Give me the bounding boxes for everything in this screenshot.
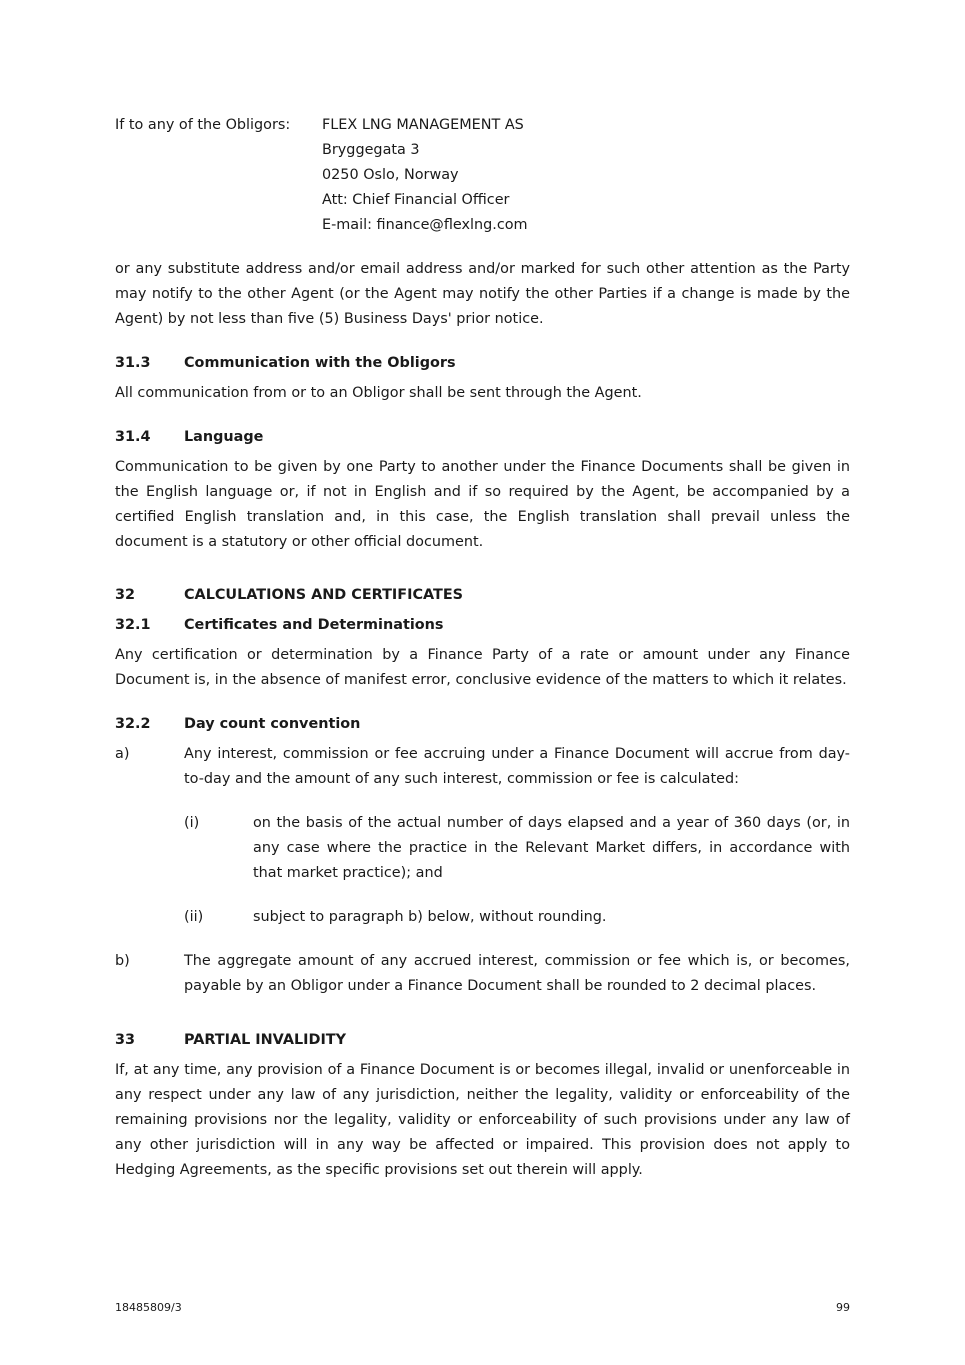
section-33-text: If, at any time, any provision of a Finance Document is or becomes illegal, invalid or unenforceable in any respect under any law of any jurisdiction, neither the legality, validity or enforceability of the remaining provisions nor the legality, validity or enforceability of such provisions under any law of any other jurisdiction will in any way be affected or impaired. This provision does not apply to Hedging Agreements, as the specific provisions set out therein will apply. bbox=[115, 1062, 850, 1178]
section-31-4-text: Communication to be given by one Party to another under the Finance Documents shall be given in the English language or, if not in English and if so required by the Agent, be accompanied by a certified English translation and, in this case, the English translation shall prevail unless the document is a statutory or other official document. bbox=[115, 459, 850, 550]
section-31-4-title: Language bbox=[184, 429, 264, 445]
item-a-label: a) bbox=[115, 746, 130, 762]
item-ii-label: (ii) bbox=[184, 909, 204, 925]
section-32-2-title: Day count convention bbox=[184, 716, 361, 732]
section-31-3-title: Communication with the Obligors bbox=[184, 355, 456, 371]
section-32-1-text: Any certification or determination by a Finance Party of a rate or amount under any Finance Document is, in the absence of manifest error, conclusive evidence of the matters to which it relates. bbox=[115, 647, 850, 688]
section-33-title: PARTIAL INVALIDITY bbox=[184, 1032, 347, 1048]
item-i-text: on the basis of the actual number of days elapsed and a year of 360 days (or, in any case where the practice in the Relevant Market differs, in accordance with that market practice); and bbox=[253, 815, 850, 881]
address-street: Bryggegata 3 bbox=[322, 142, 420, 158]
section-33-number: 33 bbox=[115, 1032, 136, 1048]
section-31-4-number: 31.4 bbox=[115, 429, 151, 445]
section-31-3-text: All communication from or to an Obligor shall be sent through the Agent. bbox=[115, 385, 642, 401]
section-31-3-number: 31.3 bbox=[115, 355, 151, 371]
section-32-2-number: 32.2 bbox=[115, 716, 151, 732]
item-b-label: b) bbox=[115, 953, 130, 969]
item-i-label: (i) bbox=[184, 815, 200, 831]
address-attention: Att: Chief Financial Officer bbox=[322, 192, 510, 208]
section-32-title: CALCULATIONS AND CERTIFICATES bbox=[184, 587, 464, 603]
address-email: E-mail: finance@flexlng.com bbox=[322, 217, 528, 233]
item-a-text: Any interest, commission or fee accruing under a Finance Document will accrue from day-to-day and the amount of any such interest, commission or fee is calculated: bbox=[184, 746, 850, 787]
item-ii-text: subject to paragraph b) below, without rounding. bbox=[253, 909, 607, 925]
footer-page-number: 99 bbox=[836, 1301, 850, 1314]
address-block bbox=[322, 113, 528, 238]
item-b-text: The aggregate amount of any accrued interest, commission or fee which is, or becomes, payable by an Obligor under a Finance Document shall be rounded to 2 decimal places. bbox=[184, 953, 850, 994]
section-32-1-number: 32.1 bbox=[115, 617, 151, 633]
address-company: FLEX LNG MANAGEMENT AS bbox=[322, 117, 524, 133]
footer-doc-ref: 18485809/3 bbox=[115, 1301, 182, 1314]
section-32-1-title: Certificates and Determinations bbox=[184, 617, 444, 633]
section-32-number: 32 bbox=[115, 587, 136, 603]
substitute-address-paragraph: or any substitute address and/or email address and/or marked for such other attention as the Party may notify to the other Agent (or the Agent may notify the other Parties if a change is made by the Agent) by not less than five (5) Business Days' prior notice. bbox=[115, 261, 850, 327]
address-label: If to any of the Obligors: bbox=[115, 117, 291, 133]
address-city: 0250 Oslo, Norway bbox=[322, 167, 459, 183]
